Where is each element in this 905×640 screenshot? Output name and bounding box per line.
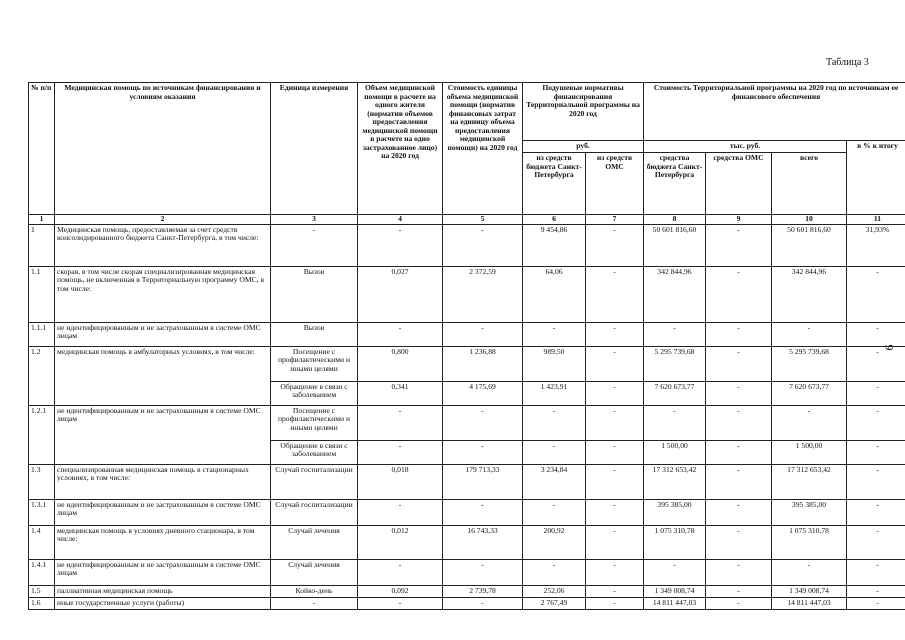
row-unit: Койко-день — [271, 585, 358, 597]
row-cost: - — [443, 559, 523, 585]
row-total: 1 500,00 — [772, 440, 847, 464]
row-budget-per-capita: 2 767,49 — [523, 597, 586, 609]
header-rub: руб. — [523, 141, 644, 153]
col-number: 5 — [443, 215, 523, 225]
row-percent: 31,93% — [847, 224, 905, 266]
row-oms-funds: - — [706, 585, 772, 597]
row-budget-per-capita: - — [523, 405, 586, 440]
row-budget-funds: 1 349 008,74 — [644, 585, 706, 597]
row-budget-per-capita: 989,50 — [523, 346, 586, 381]
column-numbers-row — [29, 215, 905, 225]
row-budget-per-capita: - — [523, 499, 586, 525]
row-budget-funds: 7 620 673,77 — [644, 381, 706, 405]
row-total: 1 349 008,74 — [772, 585, 847, 597]
row-oms-funds: - — [706, 559, 772, 585]
row-oms-per-capita: - — [586, 597, 644, 609]
row-volume: - — [358, 224, 443, 266]
row-oms-funds: - — [706, 322, 772, 346]
row-number: 1 — [29, 224, 55, 266]
row-name: не идентифицированным и не застрахованным в системе ОМС лицам — [55, 405, 271, 464]
col-number: 8 — [644, 215, 706, 225]
row-unit: Вызов — [271, 266, 358, 322]
row-volume: - — [358, 322, 443, 346]
table-row — [29, 224, 905, 266]
row-oms-per-capita: - — [586, 525, 644, 559]
header-total-cost: Стоимость Территориальной программы на 2020 год по источникам ее финансового обеспечения — [644, 83, 905, 141]
row-budget-per-capita: - — [523, 559, 586, 585]
col-number: 10 — [772, 215, 847, 225]
row-percent: - — [847, 597, 905, 609]
row-unit: Случай лечения — [271, 525, 358, 559]
row-total: 342 844,96 — [772, 266, 847, 322]
row-number: 1.3.1 — [29, 499, 55, 525]
row-number: 1.2 — [29, 346, 55, 405]
row-percent: - — [847, 346, 905, 381]
row-total: 395 385,00 — [772, 499, 847, 525]
row-oms-per-capita: - — [586, 381, 644, 405]
row-number: 1.3 — [29, 464, 55, 499]
col-number: 2 — [55, 215, 271, 225]
header-total: всего — [772, 153, 847, 215]
row-name: паллиативная медицинская помощь — [55, 585, 271, 597]
row-number: 1.2.1 — [29, 405, 55, 464]
row-name: не идентифицированным и не застрахованным в системе ОМС лицам — [55, 322, 271, 346]
row-budget-per-capita: 64,06 — [523, 266, 586, 322]
row-cost: 179 713,33 — [443, 464, 523, 499]
row-unit: - — [271, 597, 358, 609]
row-name: не идентифицированным и не застрахованным в системе ОМС лицам — [55, 559, 271, 585]
table-row — [29, 266, 905, 322]
col-number: 7 — [586, 215, 644, 225]
row-cost: 1 236,88 — [443, 346, 523, 381]
row-oms-funds: - — [706, 346, 772, 381]
row-budget-per-capita: 3 234,84 — [523, 464, 586, 499]
row-oms-per-capita: - — [586, 346, 644, 381]
row-oms-per-capita: - — [586, 499, 644, 525]
row-number: 1.1.1 — [29, 322, 55, 346]
row-budget-per-capita: 9 454,86 — [523, 224, 586, 266]
row-oms-per-capita: - — [586, 405, 644, 440]
row-cost: - — [443, 597, 523, 609]
row-cost: - — [443, 224, 523, 266]
row-number: 1.5 — [29, 585, 55, 597]
col-number: 11 — [847, 215, 905, 225]
row-unit: Обращение в связи с заболеванием — [271, 440, 358, 464]
row-budget-funds: 342 844,96 — [644, 266, 706, 322]
row-total: 14 811 447,03 — [772, 597, 847, 609]
row-percent: - — [847, 525, 905, 559]
row-cost: - — [443, 405, 523, 440]
row-unit: Случай госпитализации — [271, 464, 358, 499]
row-oms-funds: - — [706, 525, 772, 559]
row-total: 17 312 653,42 — [772, 464, 847, 499]
row-number: 1.6 — [29, 597, 55, 609]
table-row — [29, 464, 905, 499]
row-unit: Вызов — [271, 322, 358, 346]
table-row — [29, 405, 905, 440]
row-unit: Случай лечения — [271, 559, 358, 585]
table-row — [29, 525, 905, 559]
header-volume: Объем медицинской помощи в расчете на одного жителя (норматив объемов предоставления медицинской помощи в расчете на одно застрахованное лицо) на 2020 год — [358, 83, 443, 215]
header-cost: Стоимость единицы объема медицинской помощи (норматив финансовых затрат на единицу объема предоставления медицинской помощи) на 2020 год — [443, 83, 523, 215]
row-oms-per-capita: - — [586, 440, 644, 464]
row-total: 50 601 816,60 — [772, 224, 847, 266]
row-name: иные государственные услуги (работы) — [55, 597, 271, 609]
col-number: 3 — [271, 215, 358, 225]
row-budget-per-capita: 200,92 — [523, 525, 586, 559]
header-budget-spb: из средств бюджета Санкт-Петербурга — [523, 153, 586, 215]
row-budget-funds: - — [644, 559, 706, 585]
row-total: 7 620 673,77 — [772, 381, 847, 405]
row-budget-per-capita: - — [523, 440, 586, 464]
header-percapita: Подушевые нормативы финансирования Территориальной программы на 2020 год — [523, 83, 644, 141]
row-volume: - — [358, 440, 443, 464]
header-oms-funds: средства ОМС — [706, 153, 772, 215]
row-oms-per-capita: - — [586, 322, 644, 346]
row-unit: Случай госпитализации — [271, 499, 358, 525]
row-volume: - — [358, 405, 443, 440]
financing-table — [28, 82, 905, 610]
row-cost: - — [443, 440, 523, 464]
row-oms-funds: - — [706, 440, 772, 464]
row-oms-per-capita: - — [586, 266, 644, 322]
row-volume: 0,800 — [358, 346, 443, 381]
row-budget-funds: 17 312 653,42 — [644, 464, 706, 499]
row-cost: 16 743,33 — [443, 525, 523, 559]
row-percent: - — [847, 405, 905, 440]
row-total: - — [772, 559, 847, 585]
row-total: - — [772, 322, 847, 346]
row-unit: - — [271, 224, 358, 266]
row-oms-per-capita: - — [586, 464, 644, 499]
row-budget-per-capita: 1 423,91 — [523, 381, 586, 405]
row-total: 5 295 739,68 — [772, 346, 847, 381]
row-cost: 2 739,78 — [443, 585, 523, 597]
row-unit: Посещение с профилактическими и иными целями — [271, 346, 358, 381]
row-number: 1.4.1 — [29, 559, 55, 585]
row-oms-funds: - — [706, 597, 772, 609]
row-name: специализированная медицинская помощь в стационарных условиях, в том числе: — [55, 464, 271, 499]
row-name: скорая, в том числе скорая специализированная медицинская помощь, не включенная в Территориальную программу ОМС, в том числе: — [55, 266, 271, 322]
row-budget-funds: 50 601 816,60 — [644, 224, 706, 266]
header-num: № п/п — [29, 83, 55, 215]
row-name: не идентифицированным и не застрахованным в системе ОМС лицам — [55, 499, 271, 525]
row-volume: - — [358, 559, 443, 585]
header-thous-rub: тыс. руб. — [644, 141, 847, 153]
row-cost: 4 175,69 — [443, 381, 523, 405]
header-oms: из средств ОМС — [586, 153, 644, 215]
header-pct: в % к итогу — [847, 141, 905, 215]
table-row — [29, 559, 905, 585]
col-number: 6 — [523, 215, 586, 225]
row-budget-funds: 1 075 310,78 — [644, 525, 706, 559]
row-percent: - — [847, 559, 905, 585]
row-total: - — [772, 405, 847, 440]
row-name: медицинская помощь в амбулаторных условиях, в том числе: — [55, 346, 271, 405]
header-care: Медицинская помощь по источникам финансирования и условиям оказания — [55, 83, 271, 215]
row-number: 1.4 — [29, 525, 55, 559]
row-volume: - — [358, 499, 443, 525]
table-row — [29, 597, 905, 609]
col-number: 9 — [706, 215, 772, 225]
row-percent: - — [847, 266, 905, 322]
row-budget-per-capita: 252,06 — [523, 585, 586, 597]
row-volume: 0,012 — [358, 525, 443, 559]
row-percent: - — [847, 381, 905, 405]
row-budget-funds: 14 811 447,03 — [644, 597, 706, 609]
row-oms-funds: - — [706, 266, 772, 322]
row-volume: - — [358, 597, 443, 609]
row-oms-funds: - — [706, 464, 772, 499]
row-volume: 0,027 — [358, 266, 443, 322]
row-volume: 0,092 — [358, 585, 443, 597]
row-volume: 0,018 — [358, 464, 443, 499]
row-cost: 2 372,59 — [443, 266, 523, 322]
table-row — [29, 585, 905, 597]
row-number: 1.1 — [29, 266, 55, 322]
row-total: 1 075 310,78 — [772, 525, 847, 559]
header-budget-funds: средства бюджета Санкт-Петербурга — [644, 153, 706, 215]
row-percent: - — [847, 464, 905, 499]
row-oms-funds: - — [706, 224, 772, 266]
row-cost: - — [443, 322, 523, 346]
row-percent: - — [847, 322, 905, 346]
header-unit: Единица измерения — [271, 83, 358, 215]
row-budget-funds: - — [644, 322, 706, 346]
row-volume: 0,341 — [358, 381, 443, 405]
row-oms-per-capita: - — [586, 559, 644, 585]
col-number: 4 — [358, 215, 443, 225]
row-percent: - — [847, 499, 905, 525]
row-budget-funds: 395 385,00 — [644, 499, 706, 525]
row-oms-funds: - — [706, 381, 772, 405]
row-budget-funds: 1 500,00 — [644, 440, 706, 464]
row-oms-per-capita: - — [586, 585, 644, 597]
table-row — [29, 499, 905, 525]
row-percent: - — [847, 440, 905, 464]
row-cost: - — [443, 499, 523, 525]
row-percent: - — [847, 585, 905, 597]
table-row — [29, 346, 905, 381]
row-unit: Обращение в связи с заболеванием — [271, 381, 358, 405]
col-number: 1 — [29, 215, 55, 225]
row-unit: Посещение с профилактическими и иными целями — [271, 405, 358, 440]
row-oms-funds: - — [706, 405, 772, 440]
row-oms-funds: - — [706, 499, 772, 525]
page-number: 9 — [882, 344, 897, 351]
table-label: Таблица 3 — [826, 57, 869, 68]
row-budget-per-capita: - — [523, 322, 586, 346]
table-row — [29, 322, 905, 346]
row-oms-per-capita: - — [586, 224, 644, 266]
row-name: медицинская помощь в условиях дневного стационара, в том числе: — [55, 525, 271, 559]
row-budget-funds: 5 295 739,68 — [644, 346, 706, 381]
row-name: Медицинская помощь, предоставляемая за счет средств консолидированного бюджета Санкт-Петербурга, в том числе: — [55, 224, 271, 266]
row-budget-funds: - — [644, 405, 706, 440]
